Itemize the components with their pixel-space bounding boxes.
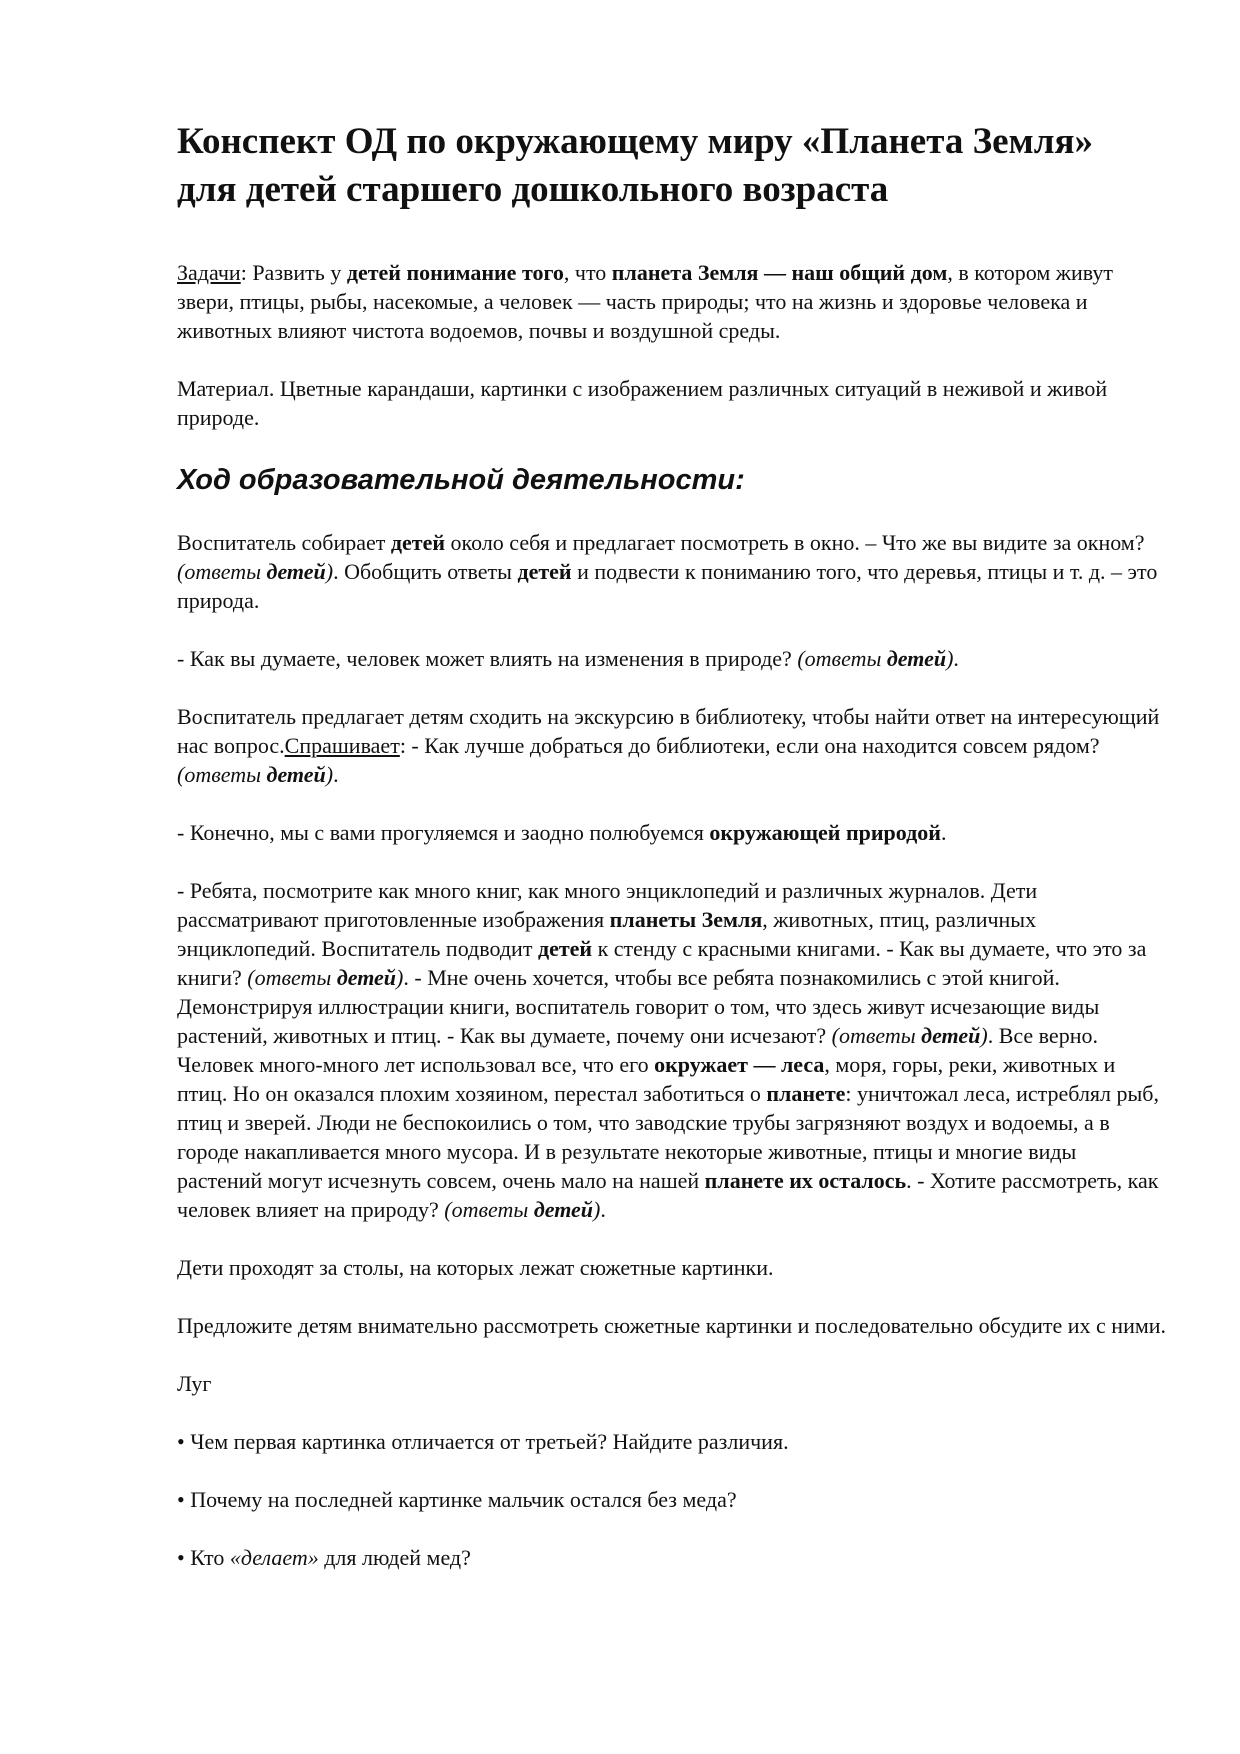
italic-run: ) <box>325 762 334 787</box>
paragraph-1 <box>177 528 1167 615</box>
italic-run: (ответы <box>247 965 337 990</box>
text-run: , что <box>563 260 612 285</box>
text-run: - Конечно, мы с вами прогуляемся и заодно полюбуемся <box>177 820 710 845</box>
text-run: - Ребята, посмотрите как много книг, как много энциклопедий и различных журналов. Дети рассматривают приготовленные изображения <box>177 878 1038 932</box>
text-run: - Как вы думаете, человек может влиять на изменения в природе? <box>177 646 798 671</box>
text-run: для людей мед? <box>318 1545 471 1570</box>
italic-run: (ответы <box>177 762 267 787</box>
question-1: • Чем первая картинка отличается от третьей? Найдите различия. <box>177 1429 789 1454</box>
text-run: : - Как лучше добраться до библиотеки, если она находится совсем рядом? <box>399 733 1100 758</box>
italic-run: ) <box>396 965 404 990</box>
italic-run: (ответы <box>444 1197 534 1222</box>
tasks-paragraph <box>177 258 1167 345</box>
bold-run: окружает — леса <box>654 1052 825 1077</box>
text-run: , моря, горы, реки, животных и птиц. Но он оказался плохим хозяином, перестал заботиться о <box>177 1052 1116 1106</box>
bold-run: детей понимание того <box>346 260 564 285</box>
italic-run: ) <box>325 559 334 584</box>
text-run: . Обобщить ответы <box>333 559 518 584</box>
bold-italic-run: детей <box>533 1197 594 1222</box>
text-run: . <box>600 1197 606 1222</box>
question-3 <box>177 1543 1167 1572</box>
italic-run: «делает» <box>229 1545 319 1570</box>
text-run: . <box>940 820 947 845</box>
italic-run: ) <box>980 1023 988 1048</box>
paragraph-5 <box>177 876 1167 1224</box>
bold-run: детей <box>537 936 593 961</box>
text-run: : Развить у <box>240 260 347 285</box>
paragraph-4 <box>177 818 1167 847</box>
page-title <box>177 118 1167 214</box>
paragraph-8: Луг <box>177 1371 212 1396</box>
text-run: , животных, птиц, различных энциклопедий. Воспитатель подводит <box>177 907 1037 961</box>
bold-run: планета Земля — наш общий дом <box>611 260 948 285</box>
material-paragraph: Материал. Цветные карандаши, картинки с изображением различных ситуаций в неживой и живой природе. <box>177 376 1108 430</box>
bold-run: планете их осталось <box>704 1168 907 1193</box>
text-run: . <box>953 646 959 671</box>
text-run: : уничтожал леса, истреблял рыб, птиц и зверей. Люди не беспокоились о том, что заводские трубы загрязняют воздух и водоемы, а в городе накапливается много мусора. И в результате некоторые животные, птицы и многие виды растений могут исчезнуть совсем, очень мало на нашей <box>177 1081 1159 1193</box>
italic-run: ) <box>593 1197 601 1222</box>
document-page <box>177 118 1167 1572</box>
question-2: • Почему на последней картинке мальчик остался без меда? <box>177 1487 737 1512</box>
bold-run: детей <box>390 530 446 555</box>
text-run: • Кто <box>177 1545 230 1570</box>
title-line-1: Конспект ОД по окружающему миру «Планета Земля» <box>177 121 1094 162</box>
bold-run: окружающей природой <box>709 820 941 845</box>
paragraph-7: Предложите детям внимательно рассмотреть сюжетные картинки и последовательно обсудите их с ними. <box>177 1313 1167 1338</box>
section-heading: Ход образовательной деятельности: <box>177 464 745 496</box>
text-run: . - Хотите рассмотреть, как человек влияет на природу? <box>177 1168 1159 1222</box>
text-run: . <box>333 762 339 787</box>
text-run: , в котором живут звери, птицы, рыбы, насекомые, а человек — часть природы; что на жизнь и здоровье человека и животных влияют чистота водоемов, почвы и воздушной среды. <box>177 260 1114 343</box>
italic-run: (ответы <box>177 559 267 584</box>
text-run: к стенду с красными книгами. - Как вы думаете, что это за книги? <box>177 936 1147 990</box>
italic-run: ) <box>946 646 954 671</box>
text-run: Воспитатель собирает <box>177 530 391 555</box>
bold-italic-run: детей <box>336 965 397 990</box>
underlined-run: Спрашивает <box>284 733 400 758</box>
italic-run: (ответы <box>797 646 887 671</box>
bold-italic-run: детей <box>266 762 326 787</box>
italic-run: (ответы <box>831 1023 922 1048</box>
bold-run: детей <box>517 559 572 584</box>
tasks-label: Задачи <box>177 260 241 285</box>
bold-run: планете <box>766 1081 846 1106</box>
bold-run: планеты Земля <box>609 907 763 932</box>
paragraph-2 <box>177 644 1167 673</box>
paragraph-6: Дети проходят за столы, на которых лежат сюжетные картинки. <box>177 1255 774 1280</box>
text-run: Воспитатель предлагает детям сходить на экскурсию в библиотеку, чтобы найти ответ на интересующий нас вопрос. <box>177 704 1160 758</box>
text-run: . Все верно. Человек много-много лет использовал все, что его <box>177 1023 1098 1077</box>
paragraph-3 <box>177 702 1167 789</box>
text-run: . - Мне очень хочется, чтобы все ребята познакомились с этой книгой. Демонстрируя иллюстрации книги, воспитатель говорит о том, что здесь живут исчезающие виды растений, животных и птиц. - Как вы думаете, почему они исчезают? <box>177 965 1100 1048</box>
text-run: около себя и предлагает посмотреть в окно. – Что же вы видите за окном? <box>445 530 1145 555</box>
bold-italic-run: детей <box>921 1023 981 1048</box>
title-line-2: для детей старшего дошкольного возраста <box>177 169 889 210</box>
bold-italic-run: детей <box>886 646 947 671</box>
bold-italic-run: детей <box>266 559 326 584</box>
text-run: и подвести к пониманию того, что деревья, птицы и т. д. – это природа. <box>177 559 1158 613</box>
